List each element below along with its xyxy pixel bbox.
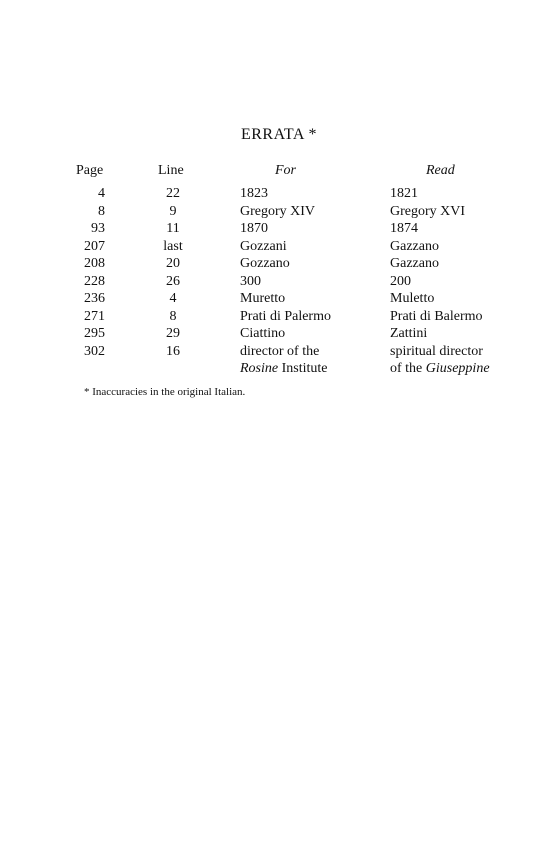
- cell-for: 300: [240, 273, 261, 289]
- cell-page: 208: [84, 256, 105, 271]
- header-line: Line: [158, 163, 184, 178]
- cell-read: Gregory XVI: [390, 203, 466, 219]
- cell-read-line1: spiritual director: [390, 343, 483, 359]
- cell-read-line2: [390, 360, 490, 378]
- cell-read: Muletto: [390, 291, 435, 306]
- cell-line: 11: [166, 221, 180, 236]
- cell-for: Prati di Palermo: [240, 308, 331, 324]
- errata-table: [0, 185, 558, 378]
- cell-line: 26: [166, 273, 180, 289]
- column-header-row: [0, 163, 558, 181]
- cell-for: Ciattino: [240, 326, 286, 341]
- cell-page: 4: [98, 186, 105, 201]
- cell-for: Gregory XIV: [240, 203, 316, 219]
- cell-read: 1821: [390, 186, 418, 201]
- cell-read: [390, 343, 490, 378]
- cell-read: Zattini: [390, 326, 428, 341]
- cell-for: Gozzano: [240, 256, 290, 271]
- errata-row: [0, 290, 558, 308]
- cell-page: 228: [84, 273, 105, 289]
- cell-page: 302: [84, 343, 105, 359]
- errata-row: [0, 325, 558, 343]
- cell-line: last: [163, 238, 183, 254]
- cell-page: 236: [84, 291, 105, 306]
- cell-line: 22: [166, 186, 180, 201]
- cell-read: Gazzano: [390, 256, 439, 271]
- errata-row: [0, 238, 558, 256]
- cell-line: 8: [169, 308, 177, 324]
- cell-for: 1823: [240, 186, 268, 201]
- cell-read: Prati di Balermo: [390, 308, 483, 324]
- header-read: Read: [426, 163, 455, 178]
- cell-page: 271: [84, 308, 105, 324]
- cell-for-line2: [240, 360, 328, 378]
- errata-row: [0, 308, 558, 326]
- cell-line: 29: [166, 326, 180, 341]
- cell-page: 207: [84, 238, 105, 254]
- errata-row: [0, 220, 558, 238]
- cell-line: 4: [169, 291, 177, 306]
- cell-for: Muretto: [240, 291, 286, 306]
- cell-read: 200: [390, 273, 411, 289]
- cell-read-italic: Giuseppine: [425, 361, 490, 376]
- cell-for-line1: director of the: [240, 343, 320, 359]
- errata-title: ERRATA *: [240, 126, 318, 143]
- errata-row: [0, 343, 558, 378]
- errata-row: [0, 255, 558, 273]
- cell-line: 9: [169, 203, 177, 219]
- cell-line: 20: [166, 256, 180, 271]
- cell-page: 8: [98, 203, 105, 219]
- header-for: For: [275, 163, 296, 178]
- cell-for-rest: Institute: [278, 361, 328, 376]
- cell-for-italic: Rosine: [240, 361, 279, 376]
- cell-page: 93: [91, 221, 105, 236]
- errata-row: [0, 273, 558, 291]
- cell-for: 1870: [240, 221, 268, 236]
- header-page: Page: [76, 163, 104, 178]
- cell-read: 1874: [390, 221, 418, 236]
- cell-page: 295: [84, 326, 105, 341]
- cell-line: 16: [166, 343, 180, 359]
- cell-read: Gazzano: [390, 238, 439, 254]
- cell-read-pre: of the: [390, 361, 426, 376]
- cell-for: [240, 343, 328, 378]
- cell-for: Gozzani: [240, 238, 287, 254]
- footnote: * Inaccuracies in the original Italian.: [84, 386, 246, 398]
- errata-row: [0, 203, 558, 221]
- errata-row: [0, 185, 558, 203]
